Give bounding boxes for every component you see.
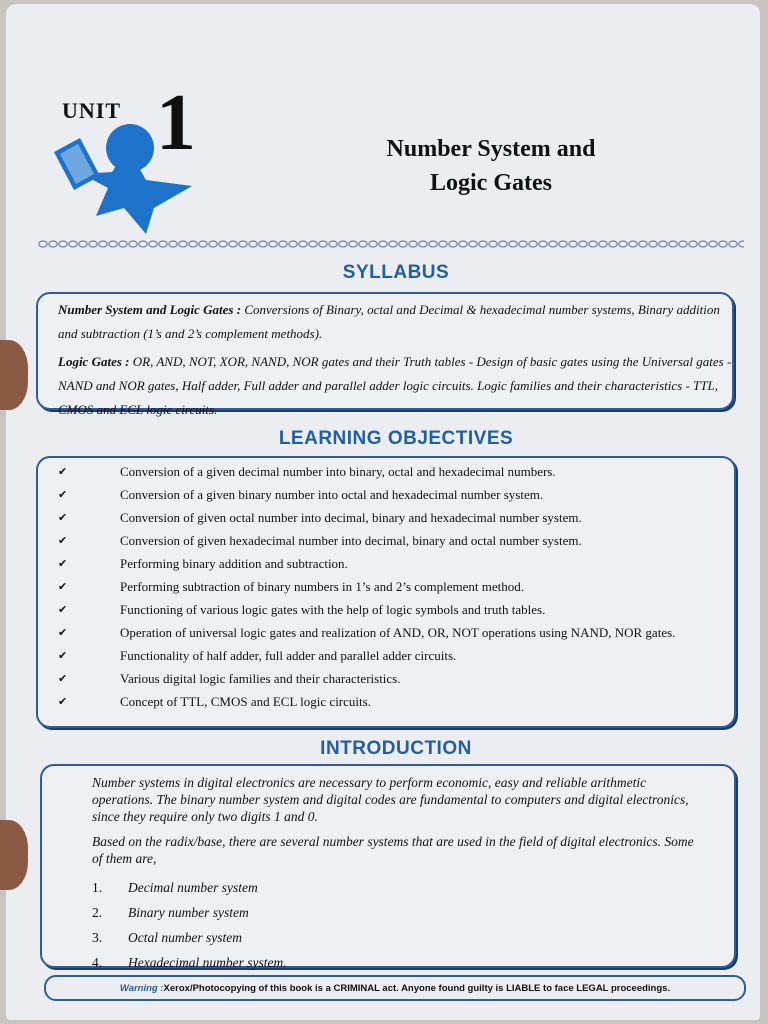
checkmark-icon: ✔ bbox=[58, 465, 68, 478]
checkmark-icon: ✔ bbox=[58, 488, 68, 501]
list-number: 4. bbox=[92, 955, 103, 970]
objectives-heading: LEARNING OBJECTIVES bbox=[278, 428, 514, 449]
objective-item bbox=[38, 510, 714, 526]
chain-divider bbox=[38, 238, 744, 250]
objective-item bbox=[38, 625, 714, 641]
objective-text: Conversion of given octal number into decimal, binary and hexadecimal number system. bbox=[120, 510, 582, 525]
number-systems-list bbox=[92, 875, 704, 975]
unit-number: 1 bbox=[156, 79, 196, 167]
list-item bbox=[92, 950, 704, 975]
chapter-title-line2: Logic Gates bbox=[430, 170, 552, 196]
syllabus-topic-2: Logic Gates : bbox=[58, 354, 130, 369]
warning-banner bbox=[44, 975, 746, 1001]
objective-text: Various digital logic families and their characteristics. bbox=[120, 671, 401, 686]
syllabus-text-1: Conversions of Binary, octal and Decimal & hexadecimal number systems, Binary addition and subtraction (1’s and 2’s complement methods). bbox=[58, 302, 720, 341]
objective-item bbox=[38, 579, 714, 595]
list-number: 3. bbox=[92, 930, 103, 945]
checkmark-icon: ✔ bbox=[58, 580, 68, 593]
warning-label: Warning : bbox=[119, 982, 164, 994]
intro-paragraph-1: Number systems in digital electronics are necessary to perform economic, easy and reliable arithmetic operations. The binary number system and digital codes are fundamental to computers and digital electronics, since they require only two digits 1 and 0. bbox=[92, 775, 689, 824]
checkmark-icon: ✔ bbox=[58, 557, 68, 570]
objective-text: Concept of TTL, CMOS and ECL logic circuits. bbox=[120, 694, 371, 709]
checkmark-icon: ✔ bbox=[58, 672, 68, 685]
book-page bbox=[6, 4, 760, 1020]
checkmark-icon: ✔ bbox=[58, 695, 68, 708]
objective-item bbox=[38, 556, 714, 572]
checkmark-icon: ✔ bbox=[58, 626, 68, 639]
warning-text: Xerox/Photocopying of this book is a CRIMINAL act. Anyone found guilty is LIABLE to face LEGAL proceedings. bbox=[163, 982, 671, 994]
objective-text: Operation of universal logic gates and realization of AND, OR, NOT operations using NAND, NOR gates. bbox=[120, 625, 676, 640]
introduction-heading: INTRODUCTION bbox=[320, 738, 472, 759]
head-circle bbox=[106, 124, 154, 172]
list-text: Octal number system bbox=[128, 930, 242, 945]
list-number: 2. bbox=[92, 905, 103, 920]
objectives-box bbox=[36, 456, 736, 728]
list-text: Hexadecimal number system. bbox=[128, 955, 287, 970]
objective-item bbox=[38, 671, 714, 687]
list-item bbox=[92, 900, 704, 925]
syllabus-box bbox=[36, 292, 734, 417]
syllabus-paragraph-1 bbox=[58, 298, 732, 346]
objective-item bbox=[38, 648, 714, 664]
syllabus-topic-1: Number System and Logic Gates : bbox=[58, 302, 242, 317]
syllabus-paragraph-2 bbox=[58, 350, 732, 422]
list-text: Binary number system bbox=[128, 905, 249, 920]
objective-text: Performing binary addition and subtraction. bbox=[120, 556, 348, 571]
objective-text: Functionality of half adder, full adder and parallel adder circuits. bbox=[120, 648, 457, 663]
book-icon bbox=[54, 138, 100, 190]
intro-paragraph-2: Based on the radix/base, there are several number systems that are used in the field of digital electronics. Some of them are, bbox=[92, 834, 694, 866]
checkmark-icon: ✔ bbox=[58, 603, 68, 616]
objectives-list bbox=[38, 464, 714, 710]
unit-label: UNIT bbox=[62, 98, 122, 123]
list-number: 1. bbox=[92, 880, 103, 895]
objective-text: Functioning of various logic gates with the help of logic symbols and truth tables. bbox=[120, 602, 546, 617]
objective-text: Performing subtraction of binary numbers in 1’s and 2’s complement method. bbox=[120, 579, 525, 594]
objective-item bbox=[38, 602, 714, 618]
chapter-title bbox=[336, 132, 646, 200]
checkmark-icon: ✔ bbox=[58, 534, 68, 547]
checkmark-icon: ✔ bbox=[58, 649, 68, 662]
objective-item bbox=[38, 487, 714, 503]
list-item bbox=[92, 875, 704, 900]
objective-item bbox=[38, 533, 714, 549]
list-text: Decimal number system bbox=[128, 880, 258, 895]
list-item bbox=[92, 925, 704, 950]
objective-text: Conversion of given hexadecimal number into decimal, binary and octal number system. bbox=[120, 533, 582, 548]
objective-text: Conversion of a given decimal number into binary, octal and hexadecimal numbers. bbox=[120, 464, 556, 479]
checkmark-icon: ✔ bbox=[58, 511, 68, 524]
objective-item bbox=[38, 694, 714, 710]
objective-text: Conversion of a given binary number into octal and hexadecimal number system. bbox=[120, 487, 544, 502]
chapter-title-line1: Number System and bbox=[386, 136, 596, 162]
syllabus-text-2: OR, AND, NOT, XOR, NAND, NOR gates and their Truth tables - Design of basic gates using the Universal gates - NAND and NOR gates, Half adder, Full adder and parallel adder logic circuits. Logic families and their characteristics - TTL, CMOS and ECL logic circuits. bbox=[58, 354, 732, 417]
introduction-box bbox=[40, 764, 736, 968]
objective-item bbox=[38, 464, 714, 480]
syllabus-heading: SYLLABUS bbox=[342, 262, 450, 283]
